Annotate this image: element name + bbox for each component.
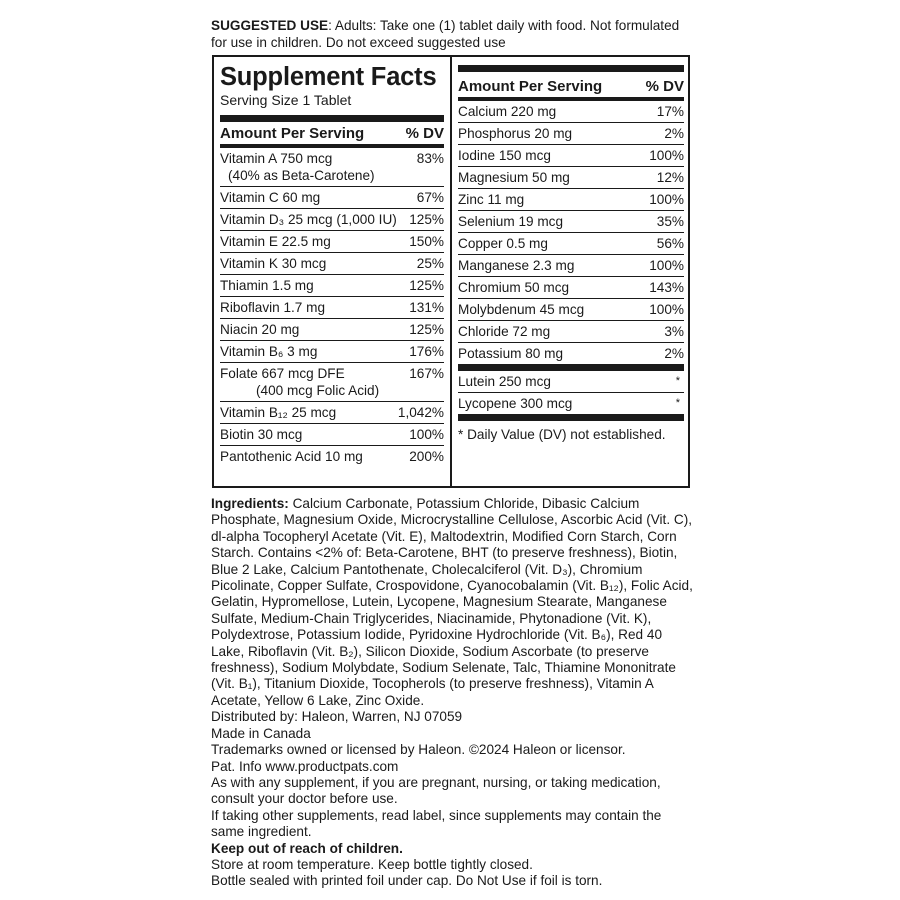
nutrient-dv: 143% <box>649 280 684 295</box>
nutrient-row <box>220 275 444 297</box>
storage: Store at room temperature. Keep bottle tightly closed. <box>211 856 533 872</box>
nutrient-dv: 67% <box>416 190 444 205</box>
nutrient-row <box>458 343 684 364</box>
nutrient-name <box>220 448 363 465</box>
nutrient-row <box>458 233 684 255</box>
nutrient-amount: Magnesium 50 mg <box>458 170 570 185</box>
nutrient-dv: 125% <box>409 322 444 337</box>
nutrient-dv: 167% <box>409 366 444 381</box>
nutrient-row <box>220 446 444 467</box>
nutrient-dv: 150% <box>409 234 444 249</box>
nutrient-amount: Molybdenum 45 mcg <box>458 302 585 317</box>
nutrient-dv: 56% <box>656 236 684 251</box>
nutrient-name <box>458 235 548 252</box>
nutrient-amount: Vitamin C 60 mg <box>220 190 321 205</box>
nutrient-name <box>220 211 397 228</box>
left-rows <box>220 148 444 467</box>
nutrient-amount: Riboflavin 1.7 mg <box>220 300 326 315</box>
nutrient-amount: Potassium 80 mg <box>458 346 564 361</box>
nutrient-dv: 176% <box>409 344 444 359</box>
pat-info: Pat. Info www.productpats.com <box>211 758 399 774</box>
nutrient-row <box>220 209 444 231</box>
suggested-use-text: : Adults: Take one (1) tablet daily with food. Not formulated for use in children. Do not exceed suggested use <box>211 18 680 50</box>
nutrient-row <box>458 145 684 167</box>
nutrient-amount: Vitamin A 750 mcg <box>220 151 333 166</box>
nutrient-row <box>458 101 684 123</box>
nutrient-dv: * <box>675 375 680 387</box>
ingredients-text: Calcium Carbonate, Potassium Chloride, Dibasic Calcium Phosphate, Magnesium Oxide, Microcrystalline Cellulose, Ascorbic Acid (Vit. C), dl-alpha Tocopheryl Acetate (Vit. E), Maltodextrin, Modified Corn Starch, Corn Starch. Contains <2% of: Beta-Carotene, BHT (to preserve freshness), Biotin, Blue 2 Lake, Calcium Pantothenate, Cholecalciferol (Vit. D₃), Chromium Picolinate, Copper Sulfate, Crospovidone, Cyanocobalamin (Vit. B₁₂), Folic Acid, Gelatin, Hypromellose, Lutein, Lycopene, Magnesium Stearate, Manganese Sulfate, Medium-Chain Triglycerides, Niacinamide, Phytonadione (Vit. K), Polydextrose, Potassium Iodide, Pyridoxine Hydrochloride (Vit. B₆), Red 40 Lake, Riboflavin (Vit. B₂), Silicon Dioxide, Sodium Ascorbate (to preserve freshness), Sodium Molybdate, Sodium Selenate, Talc, Thiamine Mononitrate (Vit. B₁), Titanium Dioxide, Tocopherols (to preserve freshness), Vitamin A Acetate, Yellow 6 Lake, Zinc Oxide. <box>211 496 693 708</box>
column-divider <box>450 57 452 486</box>
nutrient-name <box>220 343 317 360</box>
nutrient-dv: 17% <box>656 104 684 119</box>
nutrient-row <box>220 231 444 253</box>
table-header <box>458 72 684 97</box>
nutrient-dv: 100% <box>649 148 684 163</box>
nutrient-dv: 125% <box>409 278 444 293</box>
nutrient-row <box>458 189 684 211</box>
facts-left-column <box>220 57 444 486</box>
thick-rule <box>220 115 444 122</box>
nutrient-dv: 3% <box>664 324 684 339</box>
nutrient-dv: 1,042% <box>397 405 444 420</box>
nutrient-row <box>458 255 684 277</box>
ingredients <box>211 496 693 709</box>
nutrient-amount: Vitamin D₃ 25 mcg (1,000 IU) <box>220 212 397 227</box>
nutrient-name <box>220 150 375 184</box>
nutrient-amount: Phosphorus 20 mg <box>458 126 573 141</box>
nutrient-dv: 25% <box>416 256 444 271</box>
distributed-by: Distributed by: Haleon, Warren, NJ 07059 <box>211 709 463 725</box>
nutrient-amount: Calcium 220 mg <box>458 104 557 119</box>
nutrient-name <box>220 299 325 316</box>
made-in: Made in Canada <box>211 725 311 741</box>
nutrient-amount: Vitamin E 22.5 mg <box>220 234 331 249</box>
nutrient-name <box>458 345 563 362</box>
nutrient-name <box>220 255 326 272</box>
nutrient-row <box>458 277 684 299</box>
nutrient-name <box>458 169 570 186</box>
nutrient-name <box>458 301 584 318</box>
nutrient-dv: 100% <box>649 302 684 317</box>
nutrient-dv: * <box>675 397 680 409</box>
nutrient-row <box>458 371 684 393</box>
nutrient-name <box>220 277 314 294</box>
ingredients-label: Ingredients: <box>211 496 289 511</box>
nutrient-amount: Niacin 20 mg <box>220 322 300 337</box>
nutrient-row <box>220 363 444 402</box>
nutrient-dv: 2% <box>664 126 684 141</box>
nutrient-row <box>220 187 444 209</box>
header-amount: Amount Per Serving <box>220 125 365 142</box>
nutrient-amount: Vitamin B₁₂ 25 mcg <box>220 405 337 420</box>
nutrient-name <box>458 373 551 390</box>
nutrient-dv: 35% <box>656 214 684 229</box>
nutrient-amount: Vitamin B₆ 3 mg <box>220 344 318 359</box>
nutrient-row <box>220 148 444 187</box>
thick-rule <box>458 414 684 421</box>
nutrient-name <box>458 103 556 120</box>
nutrient-name <box>220 189 320 206</box>
header-dv: % DV <box>405 125 444 142</box>
nutrient-dv: 125% <box>409 212 444 227</box>
sealed-notice: Bottle sealed with printed foil under cap. Do Not Use if foil is torn. <box>211 873 603 889</box>
nutrient-amount: Selenium 19 mcg <box>458 214 564 229</box>
thick-rule <box>458 364 684 371</box>
nutrient-amount: Pantothenic Acid 10 mg <box>220 449 363 464</box>
serving-size: Serving Size 1 Tablet <box>220 92 352 108</box>
nutrient-row <box>220 402 444 424</box>
nutrient-subnote: (400 mcg Folic Acid) <box>256 383 380 398</box>
nutrient-amount: Lutein 250 mcg <box>458 374 551 389</box>
warning-pregnant: As with any supplement, if you are pregnant, nursing, or taking medication, consult your doctor before use. <box>211 774 661 807</box>
nutrient-amount: Thiamin 1.5 mg <box>220 278 314 293</box>
thick-rule <box>458 65 684 72</box>
nutrient-amount: Folate 667 mcg DFE <box>220 366 345 381</box>
nutrient-amount: Chloride 72 mg <box>458 324 551 339</box>
nutrient-name <box>220 233 331 250</box>
warning-other-supplements: If taking other supplements, read label, since supplements may contain the same ingredient. <box>211 807 662 840</box>
nutrient-name <box>220 404 336 421</box>
nutrient-name <box>458 279 569 296</box>
nutrient-row <box>458 393 684 414</box>
nutrient-dv: 2% <box>664 346 684 361</box>
dv-footnote: * Daily Value (DV) not established. <box>458 427 666 442</box>
nutrient-row <box>220 424 444 446</box>
nutrient-dv: 83% <box>416 151 444 166</box>
nutrient-name <box>220 365 379 399</box>
nutrient-name <box>458 213 563 230</box>
nutrient-dv: 131% <box>409 300 444 315</box>
extra-rows <box>458 371 684 414</box>
suggested-use-label: SUGGESTED USE <box>211 18 329 33</box>
right-rows <box>458 101 684 364</box>
suggested-use <box>211 17 691 51</box>
facts-title: Supplement Facts <box>220 63 437 91</box>
nutrient-row <box>220 297 444 319</box>
nutrient-row <box>458 321 684 343</box>
nutrient-row <box>458 211 684 233</box>
nutrient-amount: Copper 0.5 mg <box>458 236 548 251</box>
nutrient-amount: Biotin 30 mcg <box>220 427 303 442</box>
trademarks: Trademarks owned or licensed by Haleon. ©2024 Haleon or licensor. <box>211 742 626 758</box>
nutrient-amount: Manganese 2.3 mg <box>458 258 575 273</box>
nutrient-subnote: (40% as Beta-Carotene) <box>228 168 375 183</box>
nutrient-dv: 12% <box>656 170 684 185</box>
nutrient-row <box>458 123 684 145</box>
nutrient-name <box>458 191 524 208</box>
supplement-facts-box <box>212 55 690 488</box>
keep-out-of-reach: Keep out of reach of children. <box>211 840 403 856</box>
nutrient-dv: 200% <box>409 449 444 464</box>
nutrient-amount: Chromium 50 mcg <box>458 280 570 295</box>
nutrient-row <box>458 167 684 189</box>
nutrient-row <box>220 341 444 363</box>
nutrient-row <box>458 299 684 321</box>
nutrient-amount: Zinc 11 mg <box>458 192 525 207</box>
nutrient-dv: 100% <box>649 192 684 207</box>
nutrient-amount: Lycopene 300 mcg <box>458 396 573 411</box>
nutrient-name <box>220 426 302 443</box>
nutrient-name <box>458 323 550 340</box>
nutrient-amount: Iodine 150 mcg <box>458 148 551 163</box>
label-text-block <box>211 496 693 890</box>
nutrient-name <box>458 395 572 412</box>
header-amount: Amount Per Serving <box>458 78 603 95</box>
nutrient-dv: 100% <box>409 427 444 442</box>
header-dv: % DV <box>645 78 684 95</box>
nutrient-name <box>458 257 574 274</box>
nutrient-amount: Vitamin K 30 mcg <box>220 256 327 271</box>
nutrient-name <box>220 321 299 338</box>
nutrient-row <box>220 253 444 275</box>
nutrient-dv: 100% <box>649 258 684 273</box>
nutrient-row <box>220 319 444 341</box>
nutrient-name <box>458 125 572 142</box>
facts-right-column <box>458 57 684 486</box>
nutrient-name <box>458 147 551 164</box>
table-header <box>220 122 444 144</box>
